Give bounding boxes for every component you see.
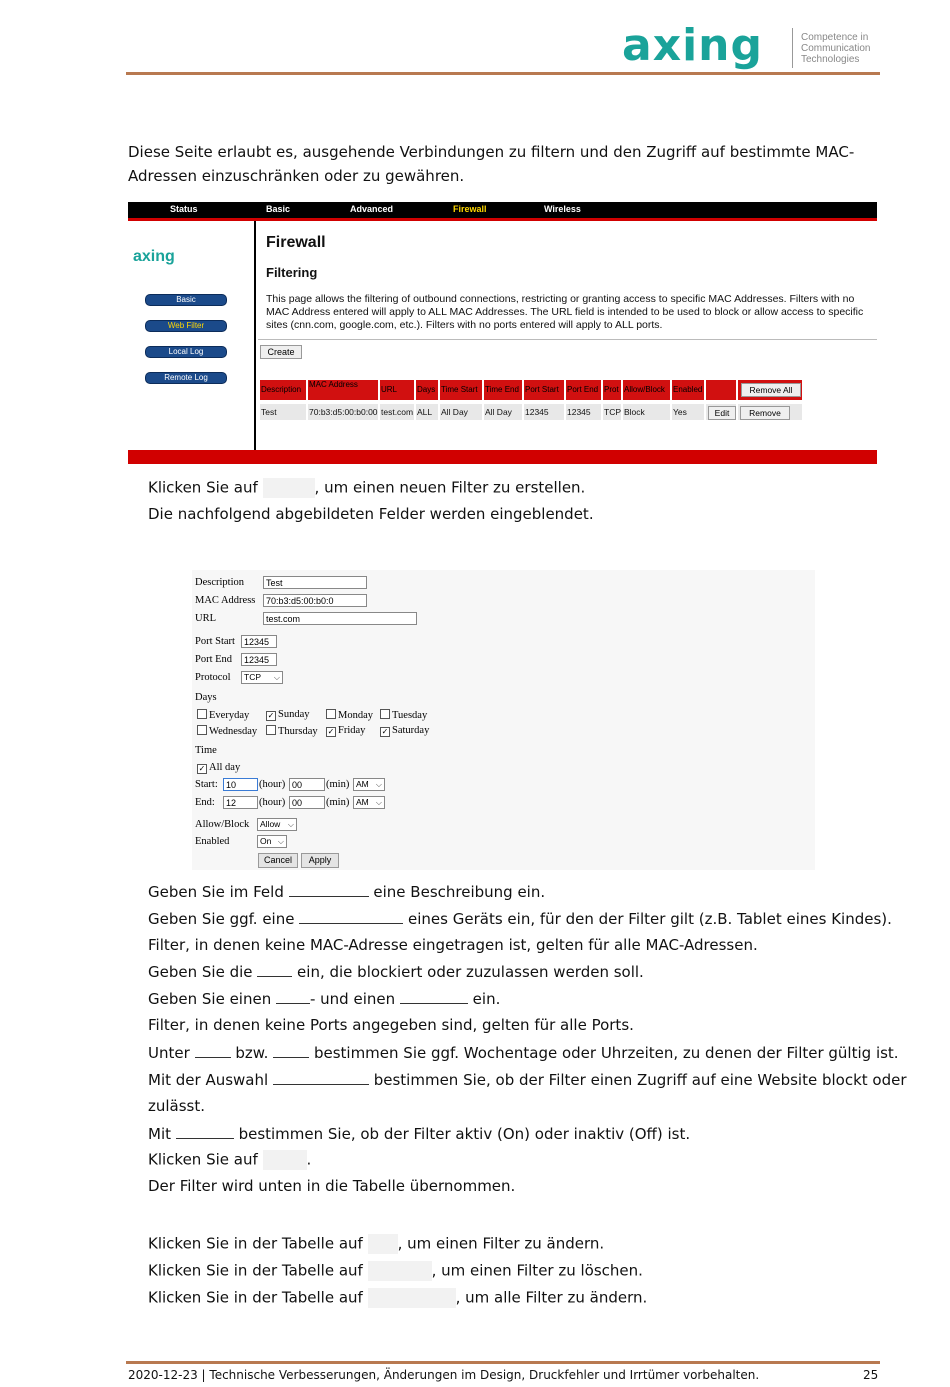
cell-port-end: 12345 <box>566 404 601 420</box>
chevron-down-icon: ⌵ <box>273 673 280 682</box>
nav-advanced[interactable]: Advanced <box>350 204 394 214</box>
chevron-down-icon: ⌵ <box>375 798 382 807</box>
end-hour-label: (hour) <box>259 797 286 808</box>
side-divider <box>254 221 256 451</box>
day-everyday-label: Everyday <box>209 710 250 721</box>
port-start-input[interactable]: 12345 <box>241 635 277 648</box>
page-number: 25 <box>863 1368 879 1382</box>
day-saturday[interactable] <box>380 725 429 737</box>
col-enabled: Enabled <box>672 380 704 400</box>
checkbox-icon[interactable] <box>197 725 207 735</box>
col-allow-block: Allow/Block <box>623 380 670 400</box>
text: - und einen <box>309 990 396 1008</box>
step-create-text-b: , um einen neuen Filter zu erstellen. <box>314 478 586 497</box>
url-label: URL <box>195 613 216 624</box>
col-prot: Prot <box>603 380 621 400</box>
side-nav <box>128 221 254 451</box>
start-label: Start: <box>195 779 218 790</box>
step-create <box>148 478 585 498</box>
nav-status[interactable]: Status <box>170 204 198 214</box>
col-days: Days <box>416 380 438 400</box>
port-end-input[interactable]: 12345 <box>241 653 277 666</box>
cell-days: ALL <box>416 404 438 420</box>
filtering-subtitle: Filtering <box>266 265 318 280</box>
text: Mit der Auswahl <box>148 1071 269 1089</box>
days-label: Days <box>195 692 217 703</box>
port-start-label: Port Start <box>195 636 235 647</box>
text: bzw. <box>235 1044 269 1062</box>
bottom-bar <box>128 450 877 464</box>
col-port-end: Port End <box>566 380 601 400</box>
ports-note: Filter, in denen keine Ports angegeben sind, gelten für alle Ports. <box>148 1016 634 1034</box>
day-wednesday[interactable] <box>197 725 257 737</box>
text: Klicken Sie in der Tabelle auf <box>148 1261 363 1280</box>
col-time-end: Time End <box>484 380 522 400</box>
step-allow-block <box>148 1070 907 1089</box>
mac-input[interactable]: 70:b3:d5:00:b0:0 <box>263 594 367 607</box>
step-enabled <box>148 1124 690 1143</box>
allow-block-value: Allow <box>260 819 281 829</box>
filter-form-screenshot <box>192 570 815 870</box>
blank-line <box>400 989 468 1004</box>
checkbox-icon[interactable] <box>197 709 207 719</box>
top-nav <box>128 202 877 221</box>
text: bestimmen Sie, ob der Filter einen Zugriff auf eine Website blockt oder <box>373 1071 907 1089</box>
chevron-down-icon: ⌵ <box>277 837 284 846</box>
tagline-line-3: Technologies <box>801 54 860 65</box>
day-friday-label: Friday <box>338 725 366 736</box>
checkbox-icon[interactable] <box>380 709 390 719</box>
enabled-value: On <box>260 836 272 846</box>
day-tuesday[interactable] <box>380 709 427 721</box>
remove-button[interactable]: Remove <box>740 406 790 420</box>
section-divider <box>258 339 877 340</box>
text: , um einen Filter zu löschen. <box>431 1261 643 1280</box>
remove-all-placeholder <box>368 1288 456 1308</box>
chevron-down-icon: ⌵ <box>287 820 294 829</box>
nav-firewall[interactable]: Firewall <box>453 204 487 214</box>
text: Klicken Sie in der Tabelle auf <box>148 1288 363 1307</box>
text: ein. <box>472 990 501 1008</box>
end-ampm-value: AM <box>356 797 369 807</box>
blank-line <box>195 1043 231 1058</box>
start-ampm-select[interactable] <box>353 778 385 791</box>
text: Geben Sie einen <box>148 990 272 1008</box>
blank-line <box>273 1070 369 1085</box>
apply-button[interactable]: Apply <box>301 853 339 868</box>
day-monday[interactable] <box>326 709 373 721</box>
description-label: Description <box>195 577 244 588</box>
allday-label: All day <box>209 762 241 773</box>
day-tuesday-label: Tuesday <box>392 710 428 721</box>
step-edit <box>148 1234 604 1254</box>
blank-line <box>273 1043 309 1058</box>
text: Klicken Sie auf <box>148 1150 258 1169</box>
blank-line <box>257 962 292 977</box>
filtering-description: This page allows the filtering of outbound connections, restricting or granting access to specific MAC Addresses. Filters with no MAC Address entered will apply to ALL MAC Addresses. The URL field is intended to be used to block or allow access to specific sites (cnn.com, google.com, etc.). Filters with no ports entered will apply to ALL ports. <box>266 293 864 331</box>
axing-logo: axing <box>622 20 763 71</box>
create-placeholder <box>263 478 315 498</box>
text: Geben Sie im Feld <box>148 883 284 901</box>
step-ports <box>148 989 500 1008</box>
end-label: End: <box>195 797 215 808</box>
table-note: Der Filter wird unten in die Tabelle übernommen. <box>148 1177 516 1195</box>
mac-note: Filter, in denen keine MAC-Adresse eingetragen ist, gelten für alle MAC-Adressen. <box>148 936 758 954</box>
cell-time-start: All Day <box>440 404 482 420</box>
text: , um einen Filter zu ändern. <box>397 1234 605 1253</box>
end-hour-input[interactable]: 12 <box>223 796 258 809</box>
checkbox-icon[interactable] <box>326 709 336 719</box>
footer-rule <box>126 1361 880 1364</box>
text: eine Beschreibung ein. <box>373 883 546 901</box>
start-min-label: (min) <box>326 779 350 790</box>
allow-block-cont: zulässt. <box>148 1097 206 1115</box>
logo-divider <box>792 28 793 68</box>
cell-mac: 70:b3:d5:00:b0:00 <box>308 404 378 420</box>
end-ampm-select[interactable] <box>353 796 385 809</box>
allday-option[interactable] <box>197 762 240 774</box>
edit-placeholder <box>368 1234 398 1254</box>
mini-axing-logo: axing <box>133 248 175 265</box>
side-local-log[interactable]: Local Log <box>145 346 227 358</box>
text: bestimmen Sie ggf. Wochentage oder Uhrzeiten, zu denen der Filter gültig ist. <box>313 1044 899 1062</box>
step-remove-all <box>148 1288 647 1308</box>
text: Mit <box>148 1125 171 1143</box>
start-min-input[interactable]: 00 <box>289 778 325 791</box>
day-friday[interactable] <box>326 725 365 737</box>
description-input[interactable]: Test <box>263 576 367 589</box>
footer-text: 2020-12-23 | Technische Verbesserungen, Änderungen im Design, Druckfehler und Irrtümer vorbehalten. <box>128 1368 760 1382</box>
text: Unter <box>148 1044 190 1062</box>
checkbox-checked-icon[interactable]: ✓ <box>198 764 206 773</box>
step-mac <box>148 909 892 928</box>
text: ein, die blockiert oder zuzulassen werden soll. <box>297 963 644 981</box>
side-web-filter[interactable]: Web Filter <box>145 320 227 332</box>
end-min-label: (min) <box>326 797 350 808</box>
tagline-line-2: Communication <box>801 43 871 54</box>
blank-line <box>289 882 369 897</box>
col-time-start: Time Start <box>440 380 482 400</box>
tagline-line-1: Competence in <box>801 32 869 43</box>
day-thursday[interactable] <box>266 725 318 737</box>
checkbox-checked-icon[interactable]: ✓ <box>327 727 335 736</box>
allow-block-select[interactable] <box>257 818 297 831</box>
checkbox-icon[interactable] <box>266 725 276 735</box>
cell-port-start: 12345 <box>524 404 564 420</box>
enabled-label: Enabled <box>195 836 230 847</box>
chevron-down-icon: ⌵ <box>375 780 382 789</box>
fields-shown-line: Die nachfolgend abgebildeten Felder werden eingeblendet. <box>148 505 594 523</box>
apply-placeholder <box>263 1150 307 1170</box>
step-remove <box>148 1261 643 1281</box>
col-url: URL <box>380 380 414 400</box>
enabled-select[interactable] <box>257 835 287 848</box>
end-min-input[interactable]: 00 <box>289 796 325 809</box>
remove-all-button[interactable]: Remove All <box>741 383 801 397</box>
cell-enabled: Yes <box>672 404 704 420</box>
blank-line <box>176 1124 234 1139</box>
protocol-label: Protocol <box>195 672 231 683</box>
checkbox-checked-icon[interactable]: ✓ <box>381 727 389 736</box>
cell-time-end: All Day <box>484 404 522 420</box>
text: bestimmen Sie, ob der Filter aktiv (On) oder inaktiv (Off) ist. <box>238 1125 691 1143</box>
step-apply <box>148 1150 311 1170</box>
col-description: Description <box>260 380 306 400</box>
time-label: Time <box>195 745 217 756</box>
url-input[interactable]: test.com <box>263 612 417 625</box>
protocol-select[interactable] <box>241 671 283 684</box>
start-hour-label: (hour) <box>259 779 286 790</box>
text: Klicken Sie in der Tabelle auf <box>148 1234 363 1253</box>
protocol-value: TCP <box>244 672 261 682</box>
cell-prot: TCP <box>603 404 621 420</box>
blank-line <box>299 909 403 924</box>
create-button[interactable]: Create <box>260 345 302 359</box>
port-end-label: Port End <box>195 654 233 665</box>
text: Geben Sie ggf. eine <box>148 910 295 928</box>
nav-wireless[interactable]: Wireless <box>544 204 581 214</box>
nav-basic[interactable]: Basic <box>266 204 291 214</box>
mac-label: MAC Address <box>195 595 256 606</box>
header-rule <box>126 72 880 75</box>
col-mac: MAC Address <box>308 380 378 400</box>
cell-allow-block: Block <box>623 404 670 420</box>
remove-placeholder <box>368 1261 432 1281</box>
cancel-button[interactable]: Cancel <box>258 853 298 868</box>
text: eines Geräts ein, für den der Filter gilt (z.B. Tablet eines Kindes). <box>408 910 892 928</box>
blank-line <box>276 989 310 1004</box>
text: Geben Sie die <box>148 963 253 981</box>
day-everyday[interactable] <box>197 709 249 721</box>
step-description <box>148 882 545 901</box>
allow-block-label: Allow/Block <box>195 819 250 830</box>
logo-tagline <box>801 32 891 65</box>
day-wednesday-label: Wednesday <box>209 726 258 737</box>
day-sunday[interactable] <box>266 709 310 721</box>
step-days-time <box>148 1043 899 1062</box>
col-port-start: Port Start <box>524 380 564 400</box>
day-saturday-label: Saturday <box>392 725 430 736</box>
side-basic[interactable]: Basic <box>145 294 227 306</box>
step-url <box>148 962 644 981</box>
day-thursday-label: Thursday <box>278 726 318 737</box>
text: , um alle Filter zu ändern. <box>455 1288 648 1307</box>
firewall-screenshot <box>128 202 877 464</box>
step-create-text-a: Klicken Sie auf <box>148 478 258 497</box>
col-edit-blank <box>706 380 736 400</box>
edit-button[interactable]: Edit <box>708 406 736 420</box>
side-remote-log[interactable]: Remote Log <box>145 372 227 384</box>
intro-paragraph: Diese Seite erlaubt es, ausgehende Verbindungen zu filtern und den Zugriff auf bestimmte MAC-Adressen einzuschränken oder zu gewähren. <box>128 143 855 185</box>
cell-description: Test <box>260 404 306 420</box>
start-hour-input[interactable]: 10 <box>223 778 258 791</box>
day-sunday-label: Sunday <box>278 709 310 720</box>
cell-url: test.com <box>380 404 414 420</box>
checkbox-checked-icon[interactable]: ✓ <box>267 711 275 720</box>
text: . <box>306 1150 312 1169</box>
firewall-title: Firewall <box>266 234 326 251</box>
day-monday-label: Monday <box>338 710 373 721</box>
start-ampm-value: AM <box>356 779 369 789</box>
